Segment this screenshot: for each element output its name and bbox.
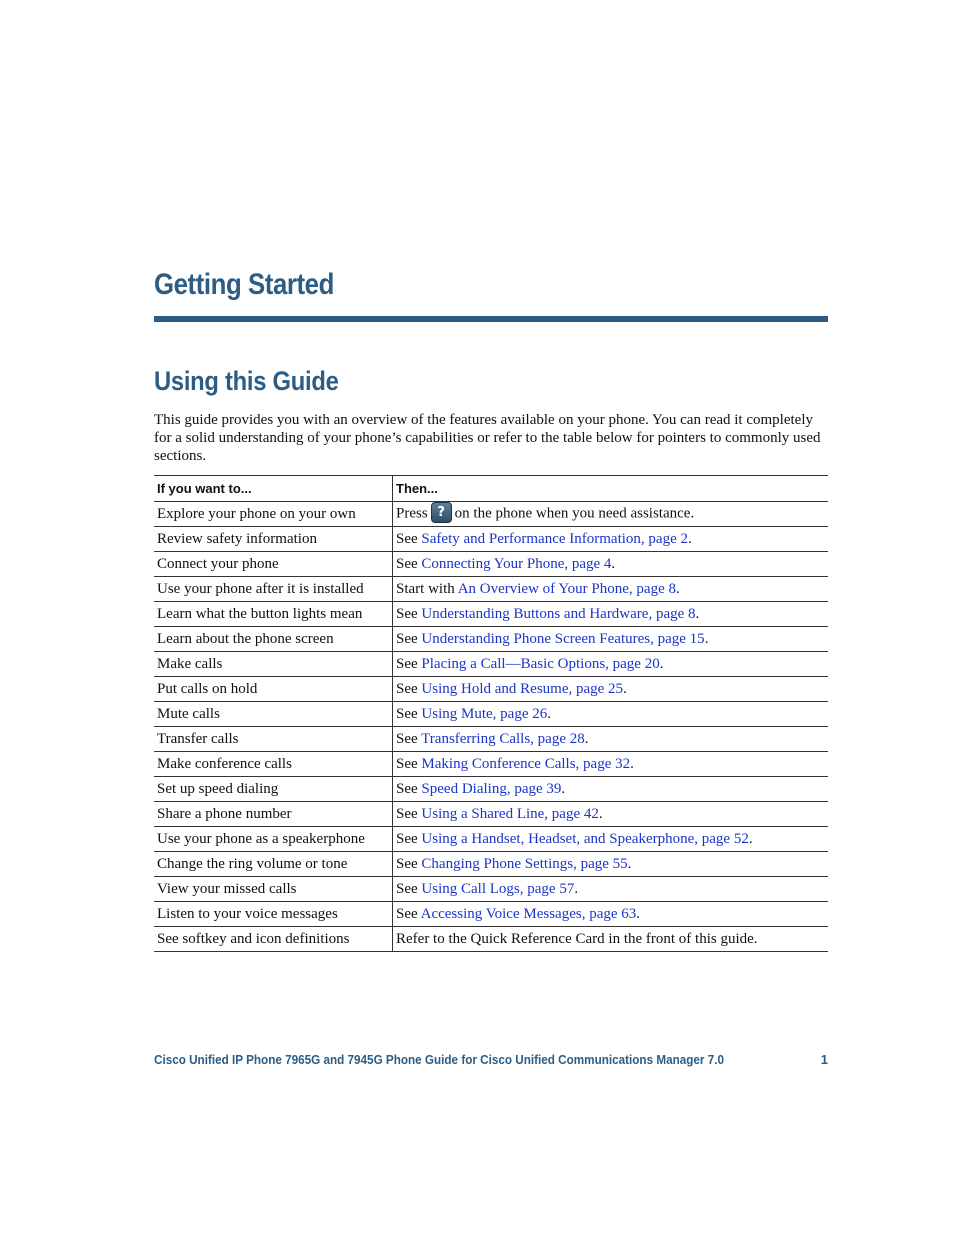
task-cell: Learn what the button lights mean <box>154 602 393 627</box>
reference-cell <box>393 577 829 602</box>
chapter-title: Getting Started <box>154 268 334 301</box>
reference-prefix: See <box>396 905 418 922</box>
table-row <box>154 552 828 577</box>
table-row <box>154 677 828 702</box>
table-row <box>154 702 828 727</box>
task-cell: View your missed calls <box>154 877 393 902</box>
cross-reference-link[interactable]: Safety and Performance Information, page 2 <box>421 530 688 547</box>
table-row <box>154 877 828 902</box>
reference-cell <box>393 627 829 652</box>
reference-cell <box>393 777 829 802</box>
reference-suffix: . <box>574 880 579 897</box>
reference-prefix: Start with <box>396 580 455 597</box>
reference-cell <box>393 752 829 777</box>
reference-cell <box>393 827 829 852</box>
cross-reference-link[interactable]: Using Call Logs, page 57 <box>421 880 575 897</box>
reference-cell <box>393 852 829 877</box>
task-cell: Make conference calls <box>154 752 393 777</box>
reference-suffix: . <box>623 680 627 697</box>
cross-reference-link[interactable]: Using Mute, page 26 <box>421 705 548 722</box>
reference-prefix: See <box>396 655 418 672</box>
table-row <box>154 852 828 877</box>
section-title: Using this Guide <box>154 366 339 396</box>
table-row <box>154 727 828 752</box>
reference-cell <box>393 802 829 827</box>
task-cell: Share a phone number <box>154 802 393 827</box>
table-row <box>154 827 828 852</box>
reference-prefix: See <box>396 780 418 797</box>
table-row <box>154 902 828 927</box>
reference-cell <box>393 602 829 627</box>
task-cell: Change the ring volume or tone <box>154 852 393 877</box>
reference-suffix: . <box>630 755 634 772</box>
cross-reference-link[interactable]: Connecting Your Phone, page 4 <box>421 555 612 572</box>
reference-cell <box>393 652 829 677</box>
task-cell: Connect your phone <box>154 552 393 577</box>
task-cell: Learn about the phone screen <box>154 627 393 652</box>
reference-suffix: . <box>547 705 551 722</box>
table-row <box>154 752 828 777</box>
footer-title: Cisco Unified IP Phone 7965G and 7945G Phone Guide for Cisco Unified Communications Manager 7.0 <box>154 1052 724 1067</box>
reference-suffix: . <box>636 905 641 922</box>
task-cell: Mute calls <box>154 702 393 727</box>
reference-prefix: See <box>396 880 418 897</box>
task-cell: Transfer calls <box>154 727 393 752</box>
cross-reference-link[interactable]: Understanding Phone Screen Features, page 15 <box>421 630 705 647</box>
reference-suffix: . <box>598 805 603 822</box>
reference-prefix: See <box>396 630 418 647</box>
table-row <box>154 927 828 952</box>
task-cell: Use your phone as a speakerphone <box>154 827 393 852</box>
reference-cell <box>393 727 829 752</box>
reference-suffix: . <box>704 630 709 647</box>
cross-reference-link[interactable]: Using a Handset, Headset, and Speakerphone, page 52 <box>421 830 749 847</box>
reference-prefix: See <box>396 530 418 547</box>
reference-prefix: See <box>396 755 418 772</box>
cross-reference-link[interactable]: Accessing Voice Messages, page 63 <box>420 905 637 922</box>
task-cell: Explore your phone on your own <box>154 502 393 527</box>
reference-suffix: . <box>748 830 753 847</box>
reference-cell <box>393 527 829 552</box>
reference-suffix: . <box>611 555 616 572</box>
page-number: 1 <box>820 1052 828 1067</box>
reference-suffix: . <box>584 730 589 747</box>
cross-reference-link[interactable]: Placing a Call—Basic Options, page 20 <box>421 655 660 672</box>
reference-prefix: See <box>396 730 418 747</box>
task-cell: See softkey and icon definitions <box>154 927 393 952</box>
reference-prefix: Press <box>396 505 428 522</box>
task-cell: Review safety information <box>154 527 393 552</box>
reference-prefix: See <box>396 830 418 847</box>
task-cell: Make calls <box>154 652 393 677</box>
reference-suffix: . <box>561 780 566 797</box>
table-row <box>154 652 828 677</box>
table-row <box>154 577 828 602</box>
guide-table <box>154 475 828 952</box>
table-row <box>154 527 828 552</box>
cross-reference-link[interactable]: Speed Dialing, page 39 <box>421 780 562 797</box>
cross-reference-link[interactable]: Using Hold and Resume, page 25 <box>421 680 624 697</box>
table-row <box>154 627 828 652</box>
task-cell: Set up speed dialing <box>154 777 393 802</box>
cross-reference-link[interactable]: Making Conference Calls, page 32 <box>421 755 631 772</box>
reference-prefix: Refer to the Quick Reference Card in the front of this guide. <box>396 930 758 947</box>
reference-suffix: . <box>695 605 700 622</box>
reference-cell <box>393 877 829 902</box>
help-question-icon: ? <box>431 502 452 523</box>
column-header-then: Then... <box>393 476 829 502</box>
reference-prefix: See <box>396 805 418 822</box>
table-row <box>154 502 828 527</box>
reference-prefix: See <box>396 555 418 572</box>
table-row <box>154 602 828 627</box>
reference-cell <box>393 552 829 577</box>
reference-prefix: See <box>396 705 418 722</box>
task-cell: Use your phone after it is installed <box>154 577 393 602</box>
reference-cell <box>393 702 829 727</box>
cross-reference-link[interactable]: Understanding Buttons and Hardware, page 8 <box>421 605 696 622</box>
intro-paragraph: This guide provides you with an overview of the features available on your phone. You can read it completely for a solid understanding of your phone’s capabilities or refer to the table below for pointers to commonly used sections. <box>154 412 821 464</box>
reference-cell <box>393 902 829 927</box>
reference-suffix: . <box>659 655 664 672</box>
reference-suffix: on the phone when you need assistance. <box>454 505 695 522</box>
reference-suffix: . <box>676 580 680 597</box>
reference-suffix: . <box>688 530 692 547</box>
table-body <box>154 502 828 952</box>
reference-cell <box>393 502 829 527</box>
table-header-row <box>154 476 828 502</box>
chapter-rule <box>154 316 828 322</box>
task-cell: Put calls on hold <box>154 677 393 702</box>
cross-reference-link[interactable]: Transferring Calls, page 28 <box>421 730 585 747</box>
table-row <box>154 802 828 827</box>
task-cell: Listen to your voice messages <box>154 902 393 927</box>
reference-prefix: See <box>396 680 418 697</box>
table-row <box>154 777 828 802</box>
reference-cell <box>393 927 829 952</box>
cross-reference-link[interactable]: An Overview of Your Phone, page 8 <box>457 580 676 597</box>
reference-prefix: See <box>396 855 418 872</box>
reference-prefix: See <box>396 605 418 622</box>
cross-reference-link[interactable]: Changing Phone Settings, page 55 <box>421 855 628 872</box>
column-header-want: If you want to... <box>154 476 393 502</box>
reference-cell <box>393 677 829 702</box>
cross-reference-link[interactable]: Using a Shared Line, page 42 <box>421 805 599 822</box>
reference-suffix: . <box>627 855 632 872</box>
